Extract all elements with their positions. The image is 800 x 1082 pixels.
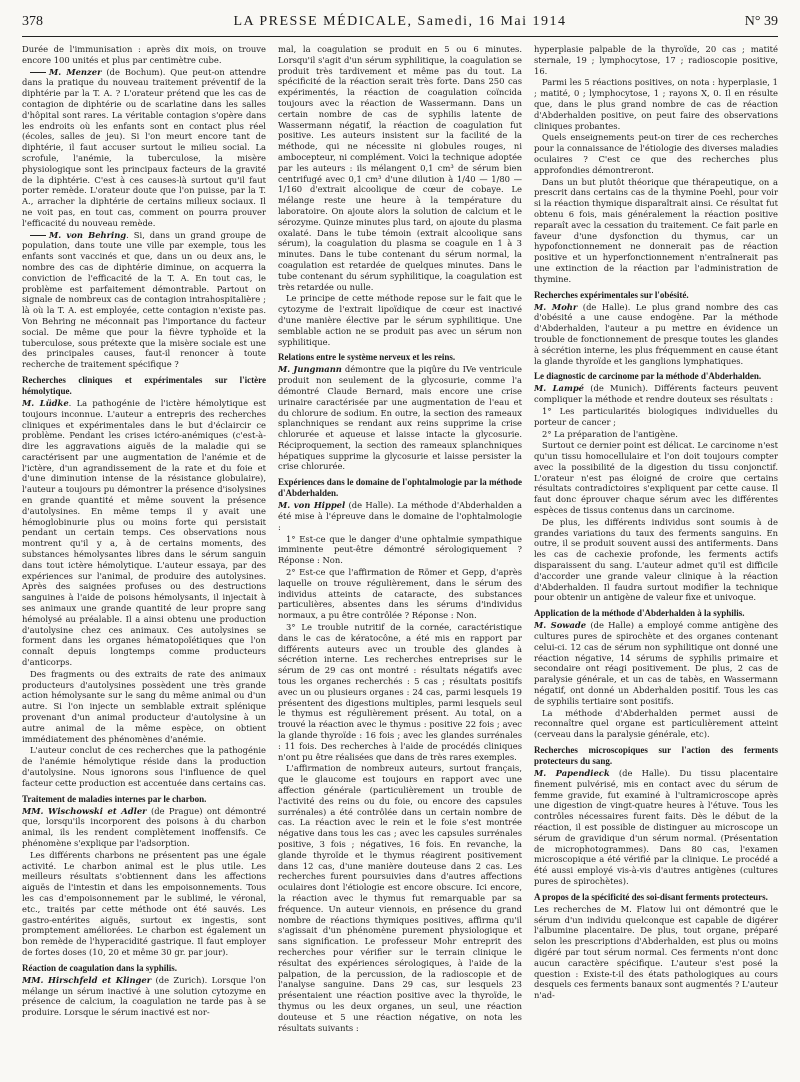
paragraph: Surtout ce dernier point est délicat. Le carcinome n'est qu'un tissu homocellulaire et l'on doit toujours compter avec la possibilité de la digestion du tissu conjonctif. L'orateur n'est pas éloigné de croire que certains résultats contradictoires s'expliquent par cette cause. Il faut donc éprouver chaque sérum avec les différentes espèces de tissus contenus dans un carcinome.	[534, 440, 778, 516]
page-header	[22, 14, 778, 37]
paragraph-text: (de Zurich). Lorsque l'on mélange un sérum inactivé à une solution cytozyme en présence de calcium, la coagulation ne tarde pas à se produire. Lorsque le sérum inactivé est nor-	[22, 974, 266, 1018]
list-item: 2° La préparation de l'antigène.	[542, 428, 678, 439]
author: M. von Hippel	[278, 500, 346, 511]
author: M. Mohr	[534, 301, 578, 312]
paragraph	[22, 806, 266, 849]
section-heading: Recherches cliniques et expérimentales sur l'ictère hémolytique.	[22, 374, 266, 396]
column-3	[534, 44, 778, 1074]
issue-number: N° 39	[744, 14, 778, 29]
author: M. Lampé	[534, 383, 585, 394]
journal-title: LA PRESSE MÉDICALE, Samedi, 16 Mai 1914	[233, 14, 567, 29]
author: M. Jungmann	[278, 364, 342, 375]
paragraph-text: . Si, dans un grand groupe de population, dans toute une ville par exemple, tous les enfants sont vaccinés et que, dans un ou deux ans, le nombre des cas de diphtérie diminue, on acquerra la conviction de l'efficacité de la T. A. En tout cas, le problème est parfaitement démontrable. Partout on signale de nombreux cas de contagion intrahospitalière ; là où la T. A. est employée, cette contagion n'existe pas. Von Behring ne méconnait pas l'importance du facteur social. De même que pour la fièvre typhoïde et la tuberculose, sous prétexte que la misère sociale est une des principales causes, faut-il renoncer à toute recherche de traitement spécifique ?	[22, 229, 266, 370]
page-number: 378	[22, 14, 43, 29]
paragraph: mal, la coagulation se produit en 5 ou 6 minutes. Lorsqu'il s'agit d'un sérum syphilitique, la coagulation se produit très tardivement et même pas du tout. La spécificité de la réaction serait très forte. Dans 250 cas expérimentés, la réaction de coagulation coïncida toujours avec la réaction de Wassermann. Dans un certain nombre de cas de syphilis latente de Wassermann négatif, la réaction de coagulation fut positive. Les auteurs insistent sur la facilité de la méthode, qui ne nécessite ni globules rouges, ni ambocepteur, ni complément. Voici la technique adoptée par les auteurs : ils mélangent 0,1 cm³ de sérum bien centrifugé avec 0,1 cm³ d'une dilution à 1/40 — 1/80 — 1/160 d'extrait alcoolique de cœur de cobaye. Le mélange reste une heure à la température du laboratoire. On ajoute alors la solution de calcium et le sérozyme. Quinze minutes plus tard, on ajoute du plasma oxalaté. Dans le tube témoin (extrait alcoolique sans sérum), la coagulation du plasma se coagule en 1 à 3 minutes. Dans le tube contenant du sérum normal, la coagulation est retardée de quelques minutes. Dans le tube contenant du sérum syphilitique, la coagulation est très retardée ou nulle.	[278, 44, 522, 292]
author: MM. Wischowski et Adler	[22, 805, 147, 816]
list-item: 3° Le trouble nutritif de la cornée, caractéristique dans le cas de kératocône, a été mis en rapport par différents auteurs avec un trouble des glandes à sécrétion interne. Les recherches entreprises sur le sérum de 29 cas ont montré : résultats négatifs avec tous les organes recherchés : 5 cas ; résultats positifs avec un ou plusieurs organes : 24 cas, parmi lesquels 19 présentent des digestions multiples, parmi lesquels seul le thymus est régulièrement présent. Au total, on a trouvé la réaction avec le thymus : positive 22 fois ; avec la glande thyroïde : 16 fois ; avec les glandes surrénales : 11 fois. Des recherches à l'aide de procédés cliniques n'ont pu être réalisées que dans de très rares exemples.	[278, 622, 522, 762]
paragraph	[22, 67, 266, 229]
paragraph: Les recherches de M. Flatow lui ont démontré que le sérum d'un individu quelconque est capable de digérer l'albumine placentaire. De plus, tout organe, préparé selon les prescriptions d'Abderhalden, est plus ou moins digéré par tout sérum normal. Ces ferments n'ont donc aucun caractère spécifique. L'auteur s'est posé la question : Existe-t-il des états pathologiques au cours desquels ces ferments banaux sont augmentés ? L'auteur n'ad-	[534, 903, 778, 1001]
paragraph-text: (de Bochum). Que peut-on attendre dans la pratique du nouveau traitement préventif de la diphtérie par la T. A. ? L'orateur prétend que les cas de contagion de diphtérie ou de scarlatine dans les salles d'hôpital sont rares. La véritable contagion s'opère dans les endroits où les enfants sont en contact plus réel (écoles, salles de jeu). Si l'on meurt encore tant de diphtérie, il faut accuser surtout le milieu social. La scrofule, l'anémie, la tuberculose, la misère physiologique sont les principaux facteurs de la gravité de la diphtérie. C'est à ces causes-là surtout qu'il faut porter remède. L'orateur doute que l'on puisse, par la T. A., arracher la diphtérie de certains milieux sociaux. Il ne voit pas, en tout cas, comment on pourra prouver l'efficacité du nouveau remède.	[22, 66, 266, 228]
list-item: 1° Est-ce que le danger d'une ophtalmie sympathique imminente peut-être démontré sérologiquement ? Réponse : Non.	[278, 533, 522, 566]
columns	[22, 44, 778, 1074]
paragraph-text: . La pathogénie de l'ictère hémolytique est toujours inconnue. L'auteur a entrepris des recherches cliniques et expérimentales dans le but d'éclaircir ce problème. Pendant les crises ictéro-anémiques (c'est-à-dire les aggravations aiguës de la maladie qui se caractérisent par une augmentation de l'anémie et de l'ictère, d'un agrandissement de la rate et du foie et d'une diminution intense de la résistance globulaire), l'auteur a toujours pu démontrer la présence d'isolysines en grande quantité et même souvent la présence d'autolysines. En même temps il y avait une hémoglobinurie plus ou moins forte qui persistait pendant un certain temps. Ces observations nous montrent qu'il y a, à de certains moments, des substances hémolysantes libres dans le sérum sanguin dans tout ictère hémolytique. L'auteur essaya, par des expériences sur l'animal, de produire des autolysines. Après des saignées profuses ou des destructions sanguines à l'aide de poisons hémolysants, il injectait à ses animaux une grande quantité de leur propre sang hémolysé au préalable. Il a ainsi obtenu une production d'autolysine chez ces animaux. Ces autolysines se forment dans les organes hématopoïétiques que l'on connaît depuis longtemps comme producteurs d'anticorps.	[22, 397, 266, 668]
column-2	[278, 44, 522, 1074]
section-heading: Relations entre le système nerveux et les reins.	[278, 352, 456, 363]
list-item: 2° Est-ce que l'affirmation de Römer et Gepp, d'après laquelle on trouve régulièrement, dans le sérum des individus atteints de cataracte, des substances particulières, absentes dans les sérums d'individus normaux, a pu être contrôlée ? Réponse : Non.	[278, 567, 522, 621]
paragraph: L'auteur conclut de ces recherches que la pathogénie de l'anémie hémolytique réside dans la production d'autolysine. Nous ignorons sous l'influence de quel facteur cette production est accentuée dans certains cas.	[22, 745, 266, 788]
paragraph	[278, 364, 522, 472]
paragraph-text: démontre que la piqûre du IVe ventricule produit non seulement de la glycosurie, comme l'a démontré Claude Bernard, mais encore une crise urinaire caractérisée par une augmentation de l'eau et du chlorure de sodium. En outre, la section des rameaux splanchniques se rendant aux reins supprime la crise chlorurée et aqueuse et laisse intacte la glycosurie. Réciproquement, la section des rameaux splanchniques hépatiques supprime la glycosurie et laisse persister la crise chlorurée.	[278, 364, 522, 472]
paragraph-text: (de Prague) ont démontré que, lorsqu'ils incorporent des poisons à du charbon animal, ils les rendent complètement inoffensifs. Ce phénomène s'explique par l'adsorption.	[22, 805, 266, 848]
paragraph	[22, 230, 266, 370]
section-heading: A propos de la spécificité des soi-disant ferments protecteurs.	[534, 891, 768, 902]
paragraph	[534, 620, 778, 706]
paragraph-text: (de Halle). Du tissu placentaire finement pulvérisé, mis en contact avec du sérum de femme gravide, fut examiné à l'ultramicroscope après une digestion de vingt-quatre heures à l'étuve. Tous les contrôles nécessaires furent faits. Dès le début de la réaction, il est possible de distinguer au microscope un sérum de gravidique d'un sérum normal. (Présentation de microphotogrammes). Dans 80 cas, l'examen microscopique a été vérifié par la clinique. Le procédé a été aussi employé vis-à-vis d'autres antigènes (cultures pures de spirochètes).	[534, 768, 778, 886]
paragraph: Durée de l'immunisation : après dix mois, on trouve encore 100 unités et plus par centimètre cube.	[22, 44, 266, 65]
paragraph: Quels enseignements peut-on tirer de ces recherches pour la connaissance de l'étiologie des diverses maladies oculaires ? C'est ce que des recherches plus approfondies démontreront.	[534, 132, 778, 175]
paragraph-text: (de Munich). Différents facteurs peuvent compliquer la méthode et rendre douteux ses résultats :	[534, 383, 778, 405]
paragraph	[22, 975, 266, 1018]
author: MM. Hirschfeld et Klinger	[22, 974, 152, 985]
author: M. Lüdke	[22, 397, 69, 408]
paragraph	[534, 768, 778, 887]
section-heading: Le diagnostic de carcinome par la méthode d'Abderhalden.	[534, 371, 762, 382]
section-heading: Recherches microscopiques sur l'action des ferments protecteurs du sang.	[534, 745, 778, 767]
paragraph: Dans un but plutôt théorique que thérapeutique, on a prescrit dans certains cas de la thymine Poehl, pour voir si la réaction thymique disparaîtrait ainsi. Ce résultat fut obtenu 6 fois, mais généralement la réaction positive reparaît avec la cessation du traitement. Ce fait parle en faveur d'une dysfonction du thymus, car un hypofonctionnement ne donnerait pas de réaction positive et un hyperfonctionnement n'entraînerait pas une extinction de la réaction par l'administration de thymine.	[534, 176, 778, 284]
section-heading: Traitement de maladies internes par le charbon.	[22, 793, 207, 804]
paragraph: hyperplasie palpable de la thyroïde, 20 cas ; matité sternale, 19 ; lymphocytose, 17 ; radioscopie positive, 16.	[534, 44, 778, 76]
paragraph-text: (de Halle). La méthode d'Abderhalden a été mise à l'épreuve dans le domaine de l'ophtalmologie :	[278, 500, 522, 532]
author: M. Sowade	[534, 620, 587, 631]
list-item: 1° Les particularités biologiques individuelles du porteur de cancer ;	[534, 405, 778, 427]
author: M. Menzer	[49, 66, 102, 77]
paragraph: Parmi les 5 réactions positives, on nota : hyperplasie, 1 ; matité, 0 ; lymphocytose, 1 ; rayons X, 0. Il en résulte que, dans le plus grand nombre de cas de réaction d'Abderhalden positive, on peut faire des observations cliniques probantes.	[534, 77, 778, 131]
paragraph-text: (de Halle). Le plus grand nombre des cas d'obésité a une cause endogène. Par la méthode d'Abderhalden, l'auteur a pu mettre en évidence un trouble de fonctionnement de presque toutes les glandes à sécrétion interne, les plus fréquemment en cause étant la glande thyroïde et les ganglions lymphatiques.	[534, 301, 778, 366]
paragraph	[22, 398, 266, 668]
section-heading: Application de la méthode d'Abderhalden à la syphilis.	[534, 608, 745, 619]
section-heading: Réaction de coagulation dans la syphilis.	[22, 962, 178, 973]
paragraph: Le principe de cette méthode repose sur le fait que le cytozyme de l'extrait lipoïdique de cœur est inactivé d'une manière élective par le sérum syphilitique. Une semblable action ne se produit pas avec un sérum non syphilitique.	[278, 293, 522, 347]
paragraph	[278, 500, 522, 532]
paragraph: Les différents charbons ne présentent pas une égale activité. Le charbon animal est le plus utile. Les meilleurs résultats s'obtiennent dans les affections aiguës de l'intestin et dans les empoisonnements. Tous les cas d'empoisonnement par le sublimé, le véronal, etc., traités par cette méthode ont été sauvés. Les gastro-entérites aiguës, surtout ex ingestis, sont promptement améliorées. Le charbon est également un bon remède de l'hyperacidité gastrique. Il faut employer de fortes doses (10, 20 et même 30 gr. par jour).	[22, 849, 266, 957]
paragraph: L'affirmation de nombreux auteurs, surtout français, que le glaucome est toujours en rapport avec une affection générale (particulièrement un trouble de l'activité des reins ou du foie, ou encore des capsules surrénales) a été contrôlée dans un certain nombre de cas. La réaction avec le rein et le foie s'est montrée négative dans tous les cas ; avec les capsules surrénales positive, 3 fois ; négatives, 16 fois. En revanche, la glande thyroïde et le thymus réagirent positivement dans 12 cas, d'une manière douteuse dans 2 cas. Les recherches furent poursuivies dans d'autres affections oculaires dont l'étiologie est encore obscure. Ici encore, la réaction avec le thymus fut remarquable par sa fréquence. Un auteur viennois, en présence du grand nombre de réactions thymiques positives, affirma qu'il s'agissait d'un phénomène purement physiologique et sans signification. Le professeur Mohr entreprit des recherches pour vérifier sur le terrain clinique le résultat des expériences sérologiques, à l'aide de la palpation, de la percussion, de la radioscopie et de l'analyse sanguine. Dans 29 cas, sur lesquels 23 présentaient une réaction positive avec la thyroïde, le thymus ou les deux organes, un seul, une réaction douteuse et 5 une réaction négative, on nota les résultats suivants :	[278, 763, 522, 1033]
author: M. Papendieck	[534, 768, 610, 779]
column-1	[22, 44, 266, 1074]
paragraph: La méthode d'Abderhalden permet aussi de reconnaître quel organe est particulièrement atteint (cerveau dans la paralysie générale, etc).	[534, 707, 778, 740]
paragraph: De plus, les différents individus sont soumis à de grandes variations du taux des ferments sanguins. En outre, il se produit souvent aussi des antiferments. Dans les cas de cachexie profonde, les ferments actifs disparaissent du sang. L'auteur admet qu'il est difficile d'accorder une grande valeur clinique à la réaction d'Abderhalden. Il faudra surtout modifier la technique pour obtenir un antigène de valeur fixe et univoque.	[534, 516, 778, 603]
paragraph	[534, 302, 778, 367]
paragraph-text: (de Halle) a employé comme antigène des cultures pures de spirochète et des organes contenant celui-ci. 12 cas de sérum non syphilitique ont donné une réaction négative, 14 sérums de syphilis primaire et secondaire ont réagi positivement. De plus, 2 cas de paralysie générale, et un cas de tabès, en Wassermann négatif, ont donné un Abderhalden positif. Tous les cas de syphilis tertiaire sont positifs.	[534, 620, 778, 706]
section-heading: Expériences dans le domaine de l'ophtalmologie par la méthode d'Abderhalden.	[278, 477, 522, 499]
paragraph: Des fragments ou des extraits de rate des animaux producteurs d'autolysines possèdent une très grande action hémolysante sur le sang du même animal ou d'un autre. Si l'on injecte un semblable extrait splénique provenant d'un animal producteur d'autolysine à un autre animal de la même espèce, on obtient immédiatement des phénomènes d'anémie.	[22, 668, 266, 744]
paragraph	[534, 383, 778, 405]
section-heading: Recherches expérimentales sur l'obésité.	[534, 289, 689, 300]
author: M. von Behring	[49, 229, 127, 240]
